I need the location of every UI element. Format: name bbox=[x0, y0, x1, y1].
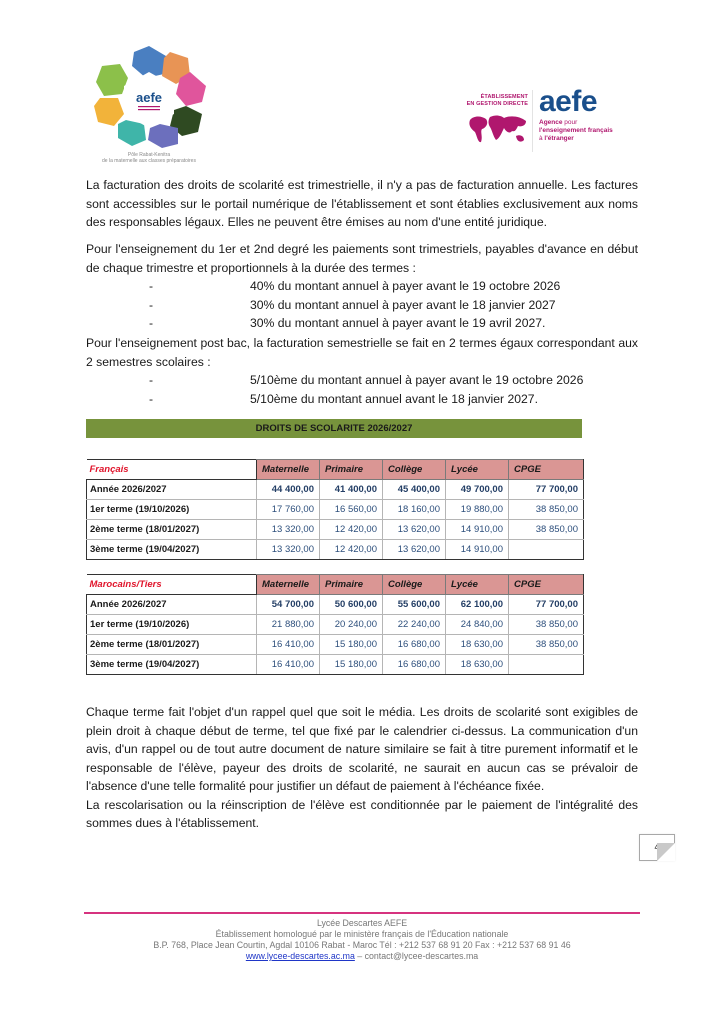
logo-tagline: Pôle Rabat-Kenitra de la maternelle aux classes préparatoires bbox=[102, 152, 196, 164]
footer-school-name: Lycée Descartes AEFE bbox=[316, 918, 408, 928]
table-row: 3ème terme (19/04/2027) 16 410,00 15 180,00 16 680,00 18 630,00 bbox=[87, 655, 584, 675]
col-maternelle: Maternelle bbox=[257, 460, 320, 480]
primary-secondary-schedule bbox=[86, 277, 638, 333]
intro-paragraph: La facturation des droits de scolarité est trimestrielle, il n'y a pas de facturation annuelle. Les factures sont accessibles sur le portail numérique de l'établissement et sont établies exclusivement aux noms des responsables légaux. Elles ne peuvent être émises au nom d'une entité juridique. bbox=[86, 178, 638, 229]
post-bac-schedule bbox=[86, 371, 638, 408]
page-number-badge bbox=[639, 834, 675, 861]
table-row: 1er terme (19/10/2026) 21 880,00 20 240,00 22 240,00 24 840,00 38 850,00 bbox=[87, 615, 584, 635]
primary-secondary-text: Pour l'enseignement du 1er et 2nd degré les paiements sont trimestriels, payables d'avance en début de chaque trimestre et proportionnels à la durée des termes : bbox=[86, 242, 638, 275]
establishment-type-label: ÉTABLISSEMENT EN GESTION DIRECTE bbox=[466, 94, 528, 107]
col-college: Collège bbox=[383, 460, 446, 480]
nationality-label: Français bbox=[87, 460, 257, 480]
aefe-logo bbox=[466, 86, 616, 152]
table-row: 2ème terme (18/01/2027) 13 320,00 12 420,00 13 620,00 14 910,00 38 850,00 bbox=[87, 520, 584, 540]
reminder-paragraph: Chaque terme fait l'objet d'un rappel quel que soit le média. Les droits de scolarité sont exigibles de plein droit à chaque début de terme, tel que fixé par le calendrier ci-dessus. La communication d'un avis, d'un rappel ou de tout autre document de nature similaire se fait à titre purement informatif et le responsable de l'élève, payeur des droits de scolarité, ne saurait en aucun cas se prévaloir de l'absence d'une telle formalité pour justifier un défaut de paiement à l'échéance fixée. bbox=[86, 705, 638, 793]
fees-table-francais bbox=[86, 459, 584, 560]
schedule-item: - 40% du montant annuel à payer avant le 19 octobre 2026 bbox=[149, 279, 561, 293]
primary-secondary-section bbox=[86, 240, 638, 333]
col-lycee: Lycée bbox=[446, 460, 509, 480]
col-primaire: Primaire bbox=[320, 575, 383, 595]
schedule-item: - 30% du montant annuel à payer avant le 18 janvier 2027 bbox=[149, 297, 556, 312]
post-bac-text: Pour l'enseignement post bac, la facturation semestrielle se fait en 2 termes égaux correspondant aux 2 semestres scolaires : bbox=[86, 336, 638, 369]
col-college: Collège bbox=[383, 575, 446, 595]
contact-email: contact@lycee-descartes.ma bbox=[364, 951, 479, 961]
schedule-item: - 30% du montant annuel à payer avant le 19 avril 2027. bbox=[149, 316, 546, 330]
col-maternelle: Maternelle bbox=[257, 575, 320, 595]
footer-accreditation: Établissement homologué par le ministère français de l'Éducation nationale bbox=[215, 929, 509, 939]
col-cpge: CPGE bbox=[509, 460, 584, 480]
fees-banner-title: DROITS DE SCOLARITE 2026/2027 bbox=[86, 419, 582, 438]
post-bac-section bbox=[86, 334, 638, 408]
table-row: Année 2026/2027 54 700,00 50 600,00 55 600,00 62 100,00 77 700,00 bbox=[87, 595, 584, 615]
hexagon-flower-icon bbox=[86, 42, 212, 150]
col-lycee: Lycée bbox=[446, 575, 509, 595]
reminder-section bbox=[86, 703, 638, 833]
reenrolment-paragraph: La rescolarisation ou la réinscription de l'élève est conditionnée par le paiement de l'intégralité des sommes dues à l'établissement. bbox=[86, 797, 638, 830]
footer: Lycée Descartes AEFE Établissement homologué par le ministère français de l'Éducation nationale B.P. 768, Place Jean Courtin, Agdal 10106 Rabat - Maroc Tél : +212 537 68 91 20 Fax : +212 537 68 91 46 www.lycee-descartes.ac.ma – contact@lycee-descartes.ma bbox=[60, 918, 664, 962]
nationality-label: Marocains/Tiers bbox=[87, 575, 257, 595]
page-number: 4 bbox=[654, 842, 660, 852]
col-cpge: CPGE bbox=[509, 575, 584, 595]
col-primaire: Primaire bbox=[320, 460, 383, 480]
page-fold-icon bbox=[657, 843, 675, 861]
schedule-item: - 5/10ème du montant annuel avant le 18 janvier 2027. bbox=[149, 391, 538, 406]
world-map-icon bbox=[468, 112, 528, 146]
table-row: 1er terme (19/10/2026) 17 760,00 16 560,00 18 160,00 19 880,00 38 850,00 bbox=[87, 500, 584, 520]
school-network-logo bbox=[86, 42, 212, 166]
footer-divider bbox=[84, 912, 640, 914]
aefe-center-label: aefe bbox=[135, 90, 163, 105]
logo-divider bbox=[532, 90, 533, 152]
aefe-brand: aefe bbox=[539, 85, 598, 118]
table-row: 2ème terme (18/01/2027) 16 410,00 15 180,00 16 680,00 18 630,00 38 850,00 bbox=[87, 635, 584, 655]
agency-name: Agence pour l'enseignement français à l'étranger bbox=[539, 119, 613, 142]
fees-table-marocains-tiers bbox=[86, 574, 584, 675]
table-row: 3ème terme (19/04/2027) 13 320,00 12 420,00 13 620,00 14 910,00 bbox=[87, 540, 584, 560]
schedule-item: - 5/10ème du montant annuel à payer avant le 19 octobre 2026 bbox=[149, 373, 584, 387]
footer-address: B.P. 768, Place Jean Courtin, Agdal 10106 Rabat - Maroc Tél : +212 537 68 91 20 Fax : +212 537 68 91 46 bbox=[153, 940, 571, 950]
website-link[interactable]: www.lycee-descartes.ac.ma bbox=[245, 951, 355, 961]
table-row: Année 2026/2027 44 400,00 41 400,00 45 400,00 49 700,00 77 700,00 bbox=[87, 480, 584, 500]
